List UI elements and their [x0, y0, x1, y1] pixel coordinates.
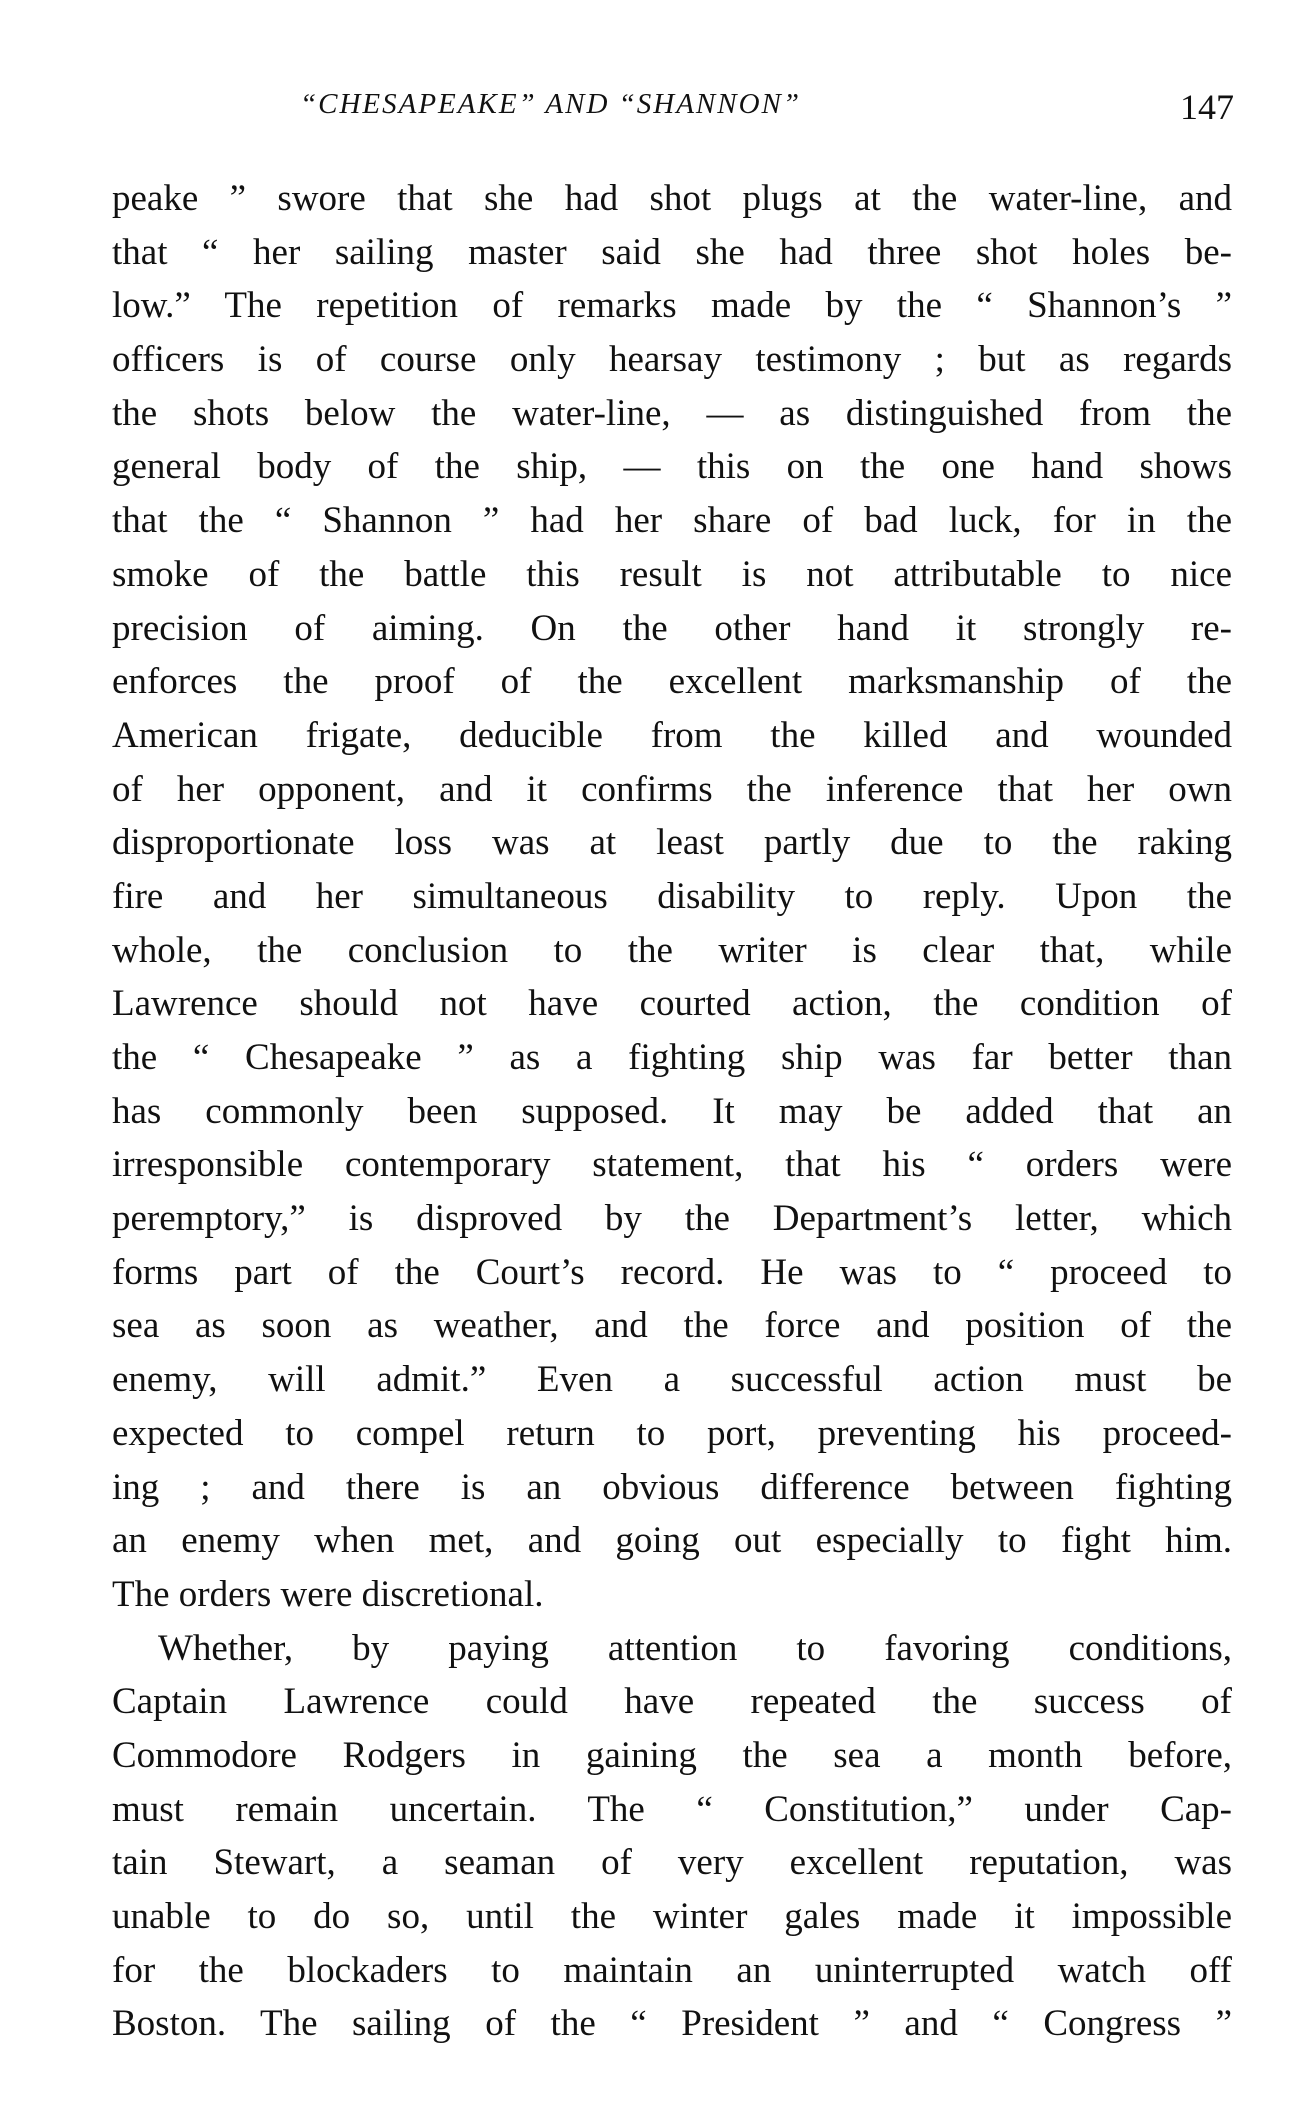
text-line: that “ her sailing master said she had three shot holes be-	[112, 231, 1232, 273]
text-line: general body of the ship, — this on the one hand shows	[112, 446, 1232, 488]
text-line: of her opponent, and it confirms the inference that her own	[112, 768, 1232, 810]
text-line: American frigate, deducible from the killed and wounded	[112, 714, 1232, 756]
text-line: for the blockaders to maintain an uninterrupted watch off	[112, 1949, 1232, 1991]
text-line: forms part of the Court’s record. He was to “ proceed to	[112, 1251, 1232, 1293]
text-line: Captain Lawrence could have repeated the success of	[112, 1681, 1232, 1723]
text-line: the “ Chesapeake ” as a fighting ship was far better than	[112, 1037, 1232, 1078]
text-line: whole, the conclusion to the writer is clear that, while	[112, 929, 1232, 971]
text-line: tain Stewart, a seaman of very excellent reputation, was	[112, 1842, 1232, 1884]
text-line: the shots below the water-line, — as distinguished from the	[112, 392, 1232, 434]
text-line: fire and her simultaneous disability to reply. Upon the	[112, 875, 1232, 917]
paragraph	[112, 172, 1232, 1622]
page-header	[0, 88, 1297, 138]
text-line: irresponsible contemporary statement, that his “ orders were	[112, 1144, 1232, 1186]
running-title: “CHESAPEAKE” AND “SHANNON”	[300, 88, 802, 120]
page-number: 147	[1180, 87, 1234, 127]
text-line: disproportionate loss was at least partly due to the raking	[112, 822, 1232, 864]
text-line: The orders were discretional.	[112, 1573, 544, 1615]
text-line: unable to do so, until the winter gales made it impossible	[112, 1896, 1232, 1937]
text-line: smoke of the battle this result is not attributable to nice	[112, 553, 1232, 595]
text-line: sea as soon as weather, and the force and position of the	[112, 1305, 1232, 1347]
text-line: low.” The repetition of remarks made by the “ Shannon’s ”	[112, 285, 1232, 327]
text-line: peake ” swore that she had shot plugs at the water-line, and	[112, 178, 1232, 219]
text-line: enforces the proof of the excellent marksmanship of the	[112, 661, 1232, 703]
text-line: precision of aiming. On the other hand it strongly re-	[112, 607, 1232, 649]
text-line: ing ; and there is an obvious difference between fighting	[112, 1466, 1232, 1508]
text-line: peremptory,” is disproved by the Department’s letter, which	[112, 1198, 1232, 1240]
text-line: Whether, by paying attention to favoring conditions,	[158, 1627, 1232, 1669]
text-line: Commodore Rodgers in gaining the sea a month before,	[112, 1734, 1232, 1776]
text-line: Boston. The sailing of the “ President ” and “ Congress ”	[112, 2003, 1232, 2045]
text-line: officers is of course only hearsay testimony ; but as regards	[112, 339, 1232, 381]
text-line: expected to compel return to port, preventing his proceed-	[112, 1412, 1232, 1454]
text-line: enemy, will admit.” Even a successful action must be	[112, 1359, 1232, 1401]
text-line: an enemy when met, and going out especially to fight him.	[112, 1520, 1232, 1562]
text-line: has commonly been supposed. It may be added that an	[112, 1090, 1232, 1132]
body-text	[112, 172, 1232, 2051]
text-line: that the “ Shannon ” had her share of bad luck, for in the	[112, 500, 1232, 542]
text-line: Lawrence should not have courted action, the condition of	[112, 983, 1232, 1025]
paragraph	[112, 1622, 1232, 2052]
text-line: must remain uncertain. The “ Constitution,” under Cap-	[112, 1788, 1232, 1830]
